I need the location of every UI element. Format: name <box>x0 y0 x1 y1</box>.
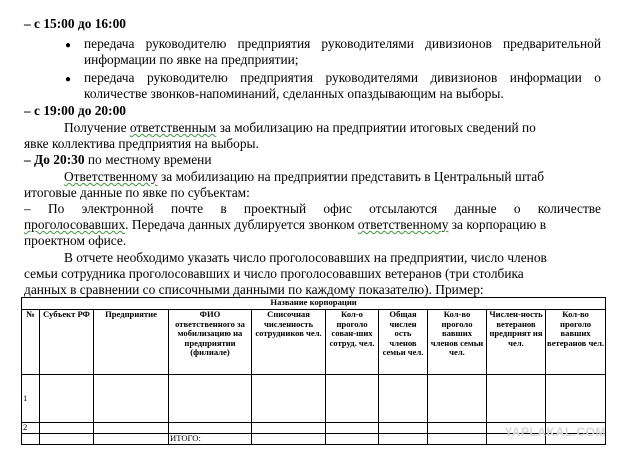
section3-p3-line-2: семьи сотрудника проголосовавших и число проголосовавших ветеранов (три столбика <box>24 266 524 281</box>
total-label: ИТОГО: <box>169 433 252 444</box>
section3-p2-line-2: проголосовавших. Передача данных дублируется звонком ответственному за корпорацию в <box>24 217 547 232</box>
table-row <box>22 375 606 423</box>
section3-p1-line-1: Ответственному за мобилизацию на предприятии представить в Центральный штаб <box>64 169 545 184</box>
row-number: 2 <box>22 423 40 434</box>
section-heading-19-20: – с 19:00 до 20:00 <box>24 103 126 118</box>
col-header-employees: Списочная численность сотрудников чел. <box>252 310 326 375</box>
col-header-responsible: ФИО ответственного за мобилизацию на предприятии (филиале) <box>169 310 252 375</box>
bullet-2-line-1: передача руководителю предприятия руководителями дивизионов информации о <box>84 70 601 85</box>
col-header-veterans: Числен-ность ветеранов предприят ия чел. <box>487 310 546 375</box>
section3-p2-line-1: – По электронной почте в проектный офис отсылаются данные о количестве <box>24 201 601 216</box>
section2-para-line-2: явке коллектива предприятия на выборы. <box>24 136 259 151</box>
section3-p3-line-3: данных в сравнении со списочными данными по каждому показателю). Пример: <box>24 282 484 297</box>
col-header-voted-employees: Кол-о проголо сован-ших сотруд. чел. <box>326 310 379 375</box>
col-header-voted-family: Кол-во проголо вавших членов семьи чел. <box>428 310 487 375</box>
col-header-family-members: Общая числен ость членов семьи чел. <box>379 310 428 375</box>
row-number: 1 <box>22 375 40 423</box>
col-header-num: № <box>22 310 40 375</box>
bullet-1-line-2: информации по явке на предприятии; <box>84 52 299 67</box>
section-heading-20-30: – До 20:30 по местному времени <box>24 152 212 167</box>
col-header-voted-veterans: Кол-во проголо вавших ветеранов чел. <box>546 310 606 375</box>
bullet-icon: ● <box>65 74 72 85</box>
corporation-name-header: Название корпорации <box>22 298 606 310</box>
section2-para-line-1: Получение ответственным за мобилизацию на предприятии итоговых сведений по <box>64 120 536 135</box>
col-header-subject: Субъект РФ <box>40 310 94 375</box>
bullet-1-line-1: передача руководителю предприятия руководителями дивизионов предварительной <box>84 36 601 51</box>
col-header-enterprise: Предприятие <box>94 310 169 375</box>
section3-p1-line-2: итоговые данные по явке по субъектам: <box>24 185 250 200</box>
section3-p3-line-1: В отчете необходимо указать число проголосовавших на предприятии, число членов <box>64 250 547 265</box>
bullet-2-line-2: количестве звонков-напоминаний, сделанных опаздывающим на выборы. <box>84 86 504 101</box>
watermark: YAPLAKAL.COM <box>504 425 606 439</box>
bullet-icon: ● <box>65 40 72 51</box>
section-heading-15-16: – с 15:00 до 16:00 <box>24 16 126 31</box>
section3-p2-line-3: проектном офисе. <box>24 233 127 248</box>
mobilization-table <box>21 297 606 445</box>
